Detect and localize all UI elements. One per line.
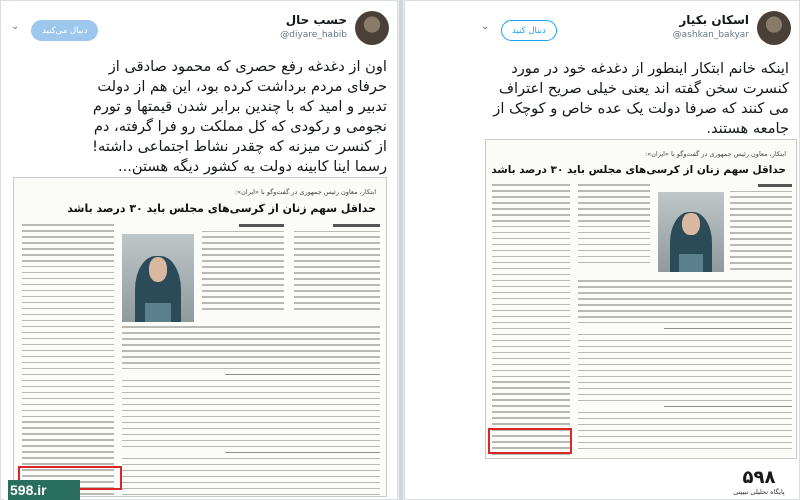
text-column (294, 224, 380, 314)
tweet-header (1, 1, 397, 51)
logo-subtitle: پایگاه تحلیلی تبیینی (733, 488, 785, 496)
tweet-line: نجومی و رکودی که کل مملکت رو فرا گرفته، دم (93, 118, 387, 135)
text-column (22, 224, 114, 497)
tweet-line: جامعه هستند. (706, 120, 789, 137)
tweet-line: تدبیر و امید که با چندین برابر شدن قیمتها و تورم (92, 98, 387, 115)
tweet-line: کنسرت سخن گفته اند یعنی خیلی صریح اعتراف (498, 80, 789, 97)
text-column (202, 224, 284, 314)
article-photo (122, 234, 194, 322)
article-kicker: ابتکار، معاون رئیس جمهوری در گفت‌و‌گو با «ایران»: (234, 188, 376, 196)
tweet-line: حرفای مردم برداشت کرده بود، این هم از دولت (97, 78, 387, 95)
follow-button[interactable]: دنبال کنید (501, 20, 557, 41)
site-logo-right (722, 468, 796, 498)
article-title: حداقل سهم زنان از کرسی‌های مجلس باید ۳۰ درصد باشد (491, 164, 786, 176)
text-column (578, 280, 792, 454)
user-name[interactable]: حسب حال (285, 13, 347, 27)
article-photo (658, 192, 724, 272)
tweet-line: اون از دغدغه رفع حصری که محمود صادقی از (108, 58, 387, 75)
logo-text: 598.ir (10, 482, 47, 498)
user-name[interactable]: اسکان بکیار (679, 13, 749, 27)
tweet-card-left (0, 0, 398, 500)
tweet-text (419, 59, 789, 139)
tweet-line: اینکه خانم ابتکار اینطور از دغدغه خود در مورد (511, 60, 789, 77)
article-kicker: ابتکار، معاون رئیس جمهوری در گفت‌و‌گو با «ایران»: (644, 150, 786, 158)
tweet-card-right (404, 0, 800, 500)
user-handle[interactable]: @ashkan_bakyar (672, 30, 749, 40)
following-button[interactable]: دنبال می‌کنید (31, 20, 98, 41)
text-column (578, 184, 650, 268)
site-logo-left (4, 480, 80, 500)
article-title: حداقل سهم زنان از کرسی‌های مجلس باید ۳۰ درصد باشد (67, 202, 376, 215)
chevron-down-icon[interactable]: ⌄ (11, 21, 20, 32)
text-column (122, 326, 380, 497)
logo-bar (4, 480, 8, 500)
tweet-header (405, 1, 799, 51)
text-column (730, 184, 792, 274)
tweet-line: می کنند که صرفا دولت یک عده خاص و کوچک از (493, 100, 789, 117)
tweet-image[interactable] (485, 139, 797, 459)
avatar[interactable] (757, 11, 791, 45)
logo-mark: ۵۹۸ (742, 467, 776, 488)
tweet-text (9, 57, 387, 177)
tweet-line: از کنسرت میزنه که چقدر نشاط اجتماعی داشته! (92, 138, 387, 155)
tweet-image[interactable] (13, 177, 387, 497)
user-handle[interactable]: @diyare_habib (280, 30, 347, 40)
text-column (492, 184, 570, 459)
divider (399, 0, 403, 500)
highlight-box (488, 428, 572, 454)
chevron-down-icon[interactable]: ⌄ (481, 21, 490, 32)
avatar[interactable] (355, 11, 389, 45)
tweet-line: رسما اینا کابینه دولت یه کشور دیگه هستن... (117, 158, 387, 175)
